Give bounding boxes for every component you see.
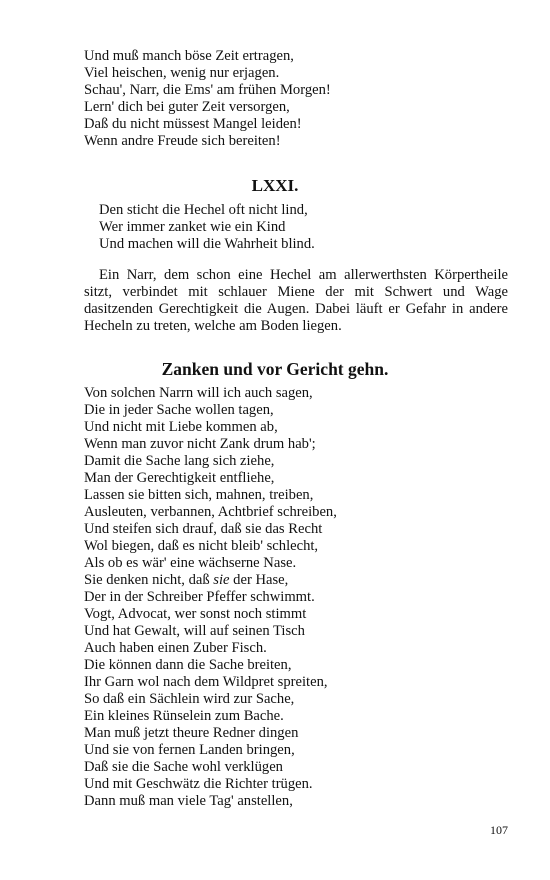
- emphasized-word: sie: [213, 572, 230, 588]
- poem-line: Wenn man zuvor nicht Zank drum hab';: [84, 436, 316, 452]
- poem-line: Lassen sie bitten sich, mahnen, treiben,: [84, 487, 314, 503]
- poem-line: Damit die Sache lang sich ziehe,: [84, 453, 275, 469]
- poem-line: Wol biegen, daß es nicht bleib' schlecht,: [84, 538, 319, 554]
- verse-line: Wenn andre Freude sich bereiten!: [84, 133, 281, 149]
- motto-line: Wer immer zanket wie ein Kind: [99, 219, 286, 235]
- verse-line: Schau', Narr, die Ems' am frühen Morgen!: [84, 82, 331, 98]
- poem-line: Die können dann die Sache breiten,: [84, 657, 292, 673]
- poem-line: Auch haben einen Zuber Fisch.: [84, 640, 267, 656]
- page-number: 107: [490, 823, 508, 837]
- verse-line: Daß du nicht müssest Mangel leiden!: [84, 116, 302, 132]
- poem-line: Und hat Gewalt, will auf seinen Tisch: [84, 623, 305, 639]
- verse-line: Viel heischen, wenig nur erjagen.: [84, 65, 280, 81]
- poem-line: Man muß jetzt theure Redner dingen: [84, 725, 299, 741]
- description-paragraph: Ein Narr, dem schon eine Hechel am allerwerthsten Körpertheile sitzt, verbindet mit schlauer Miene der mit Schwert und Wage dasitzenden Gerechtigkeit die Augen. Dabei läuft er Gefahr in andere Hecheln zu treten, welche am Boden liegen.: [84, 267, 508, 334]
- poem-line: [84, 572, 508, 589]
- poem-line: Der in der Schreiber Pfeffer schwimmt.: [84, 589, 315, 605]
- motto-block: [84, 202, 508, 253]
- verse-line: Und muß manch böse Zeit ertragen,: [84, 48, 294, 64]
- poem-line: Von solchen Narrn will ich auch sagen,: [84, 385, 313, 401]
- poem-line: Ausleuten, verbannen, Achtbrief schreiben,: [84, 504, 337, 520]
- poem-line: Ein kleines Rünselein zum Bache.: [84, 708, 284, 724]
- poem-line: Vogt, Advocat, wer sonst noch stimmt: [84, 606, 307, 622]
- poem-line: Man der Gerechtigkeit entfliehe,: [84, 470, 275, 486]
- poem-line: So daß ein Sächlein wird zur Sache,: [84, 691, 295, 707]
- poem-line: Als ob es wär' eine wächserne Nase.: [84, 555, 297, 571]
- poem-line: Und sie von fernen Landen bringen,: [84, 742, 295, 758]
- section-title: Zanken und vor Gericht gehn.: [161, 359, 389, 379]
- poem-line: Die in jeder Sache wollen tagen,: [84, 402, 274, 418]
- poem-line: Und nicht mit Liebe kommen ab,: [84, 419, 278, 435]
- poem-text: der Hase,: [229, 572, 289, 588]
- chapter-numeral: LXXI.: [251, 176, 299, 195]
- poem-line: Und mit Geschwätz die Richter trügen.: [84, 776, 313, 792]
- motto-line: Und machen will die Wahrheit blind.: [99, 236, 315, 252]
- poem-line: Dann muß man viele Tag' anstellen,: [84, 793, 293, 809]
- motto-line: Den sticht die Hechel oft nicht lind,: [99, 202, 308, 218]
- poem-line: Daß sie die Sache wohl verklügen: [84, 759, 283, 775]
- poem-line: Ihr Garn wol nach dem Wildpret spreiten,: [84, 674, 328, 690]
- poem-line: Und steifen sich drauf, daß sie das Recht: [84, 521, 323, 537]
- verse-block-top: [84, 48, 508, 150]
- poem-block: [84, 385, 508, 810]
- poem-text: Sie denken nicht, daß: [84, 572, 214, 588]
- verse-line: Lern' dich bei guter Zeit versorgen,: [84, 99, 290, 115]
